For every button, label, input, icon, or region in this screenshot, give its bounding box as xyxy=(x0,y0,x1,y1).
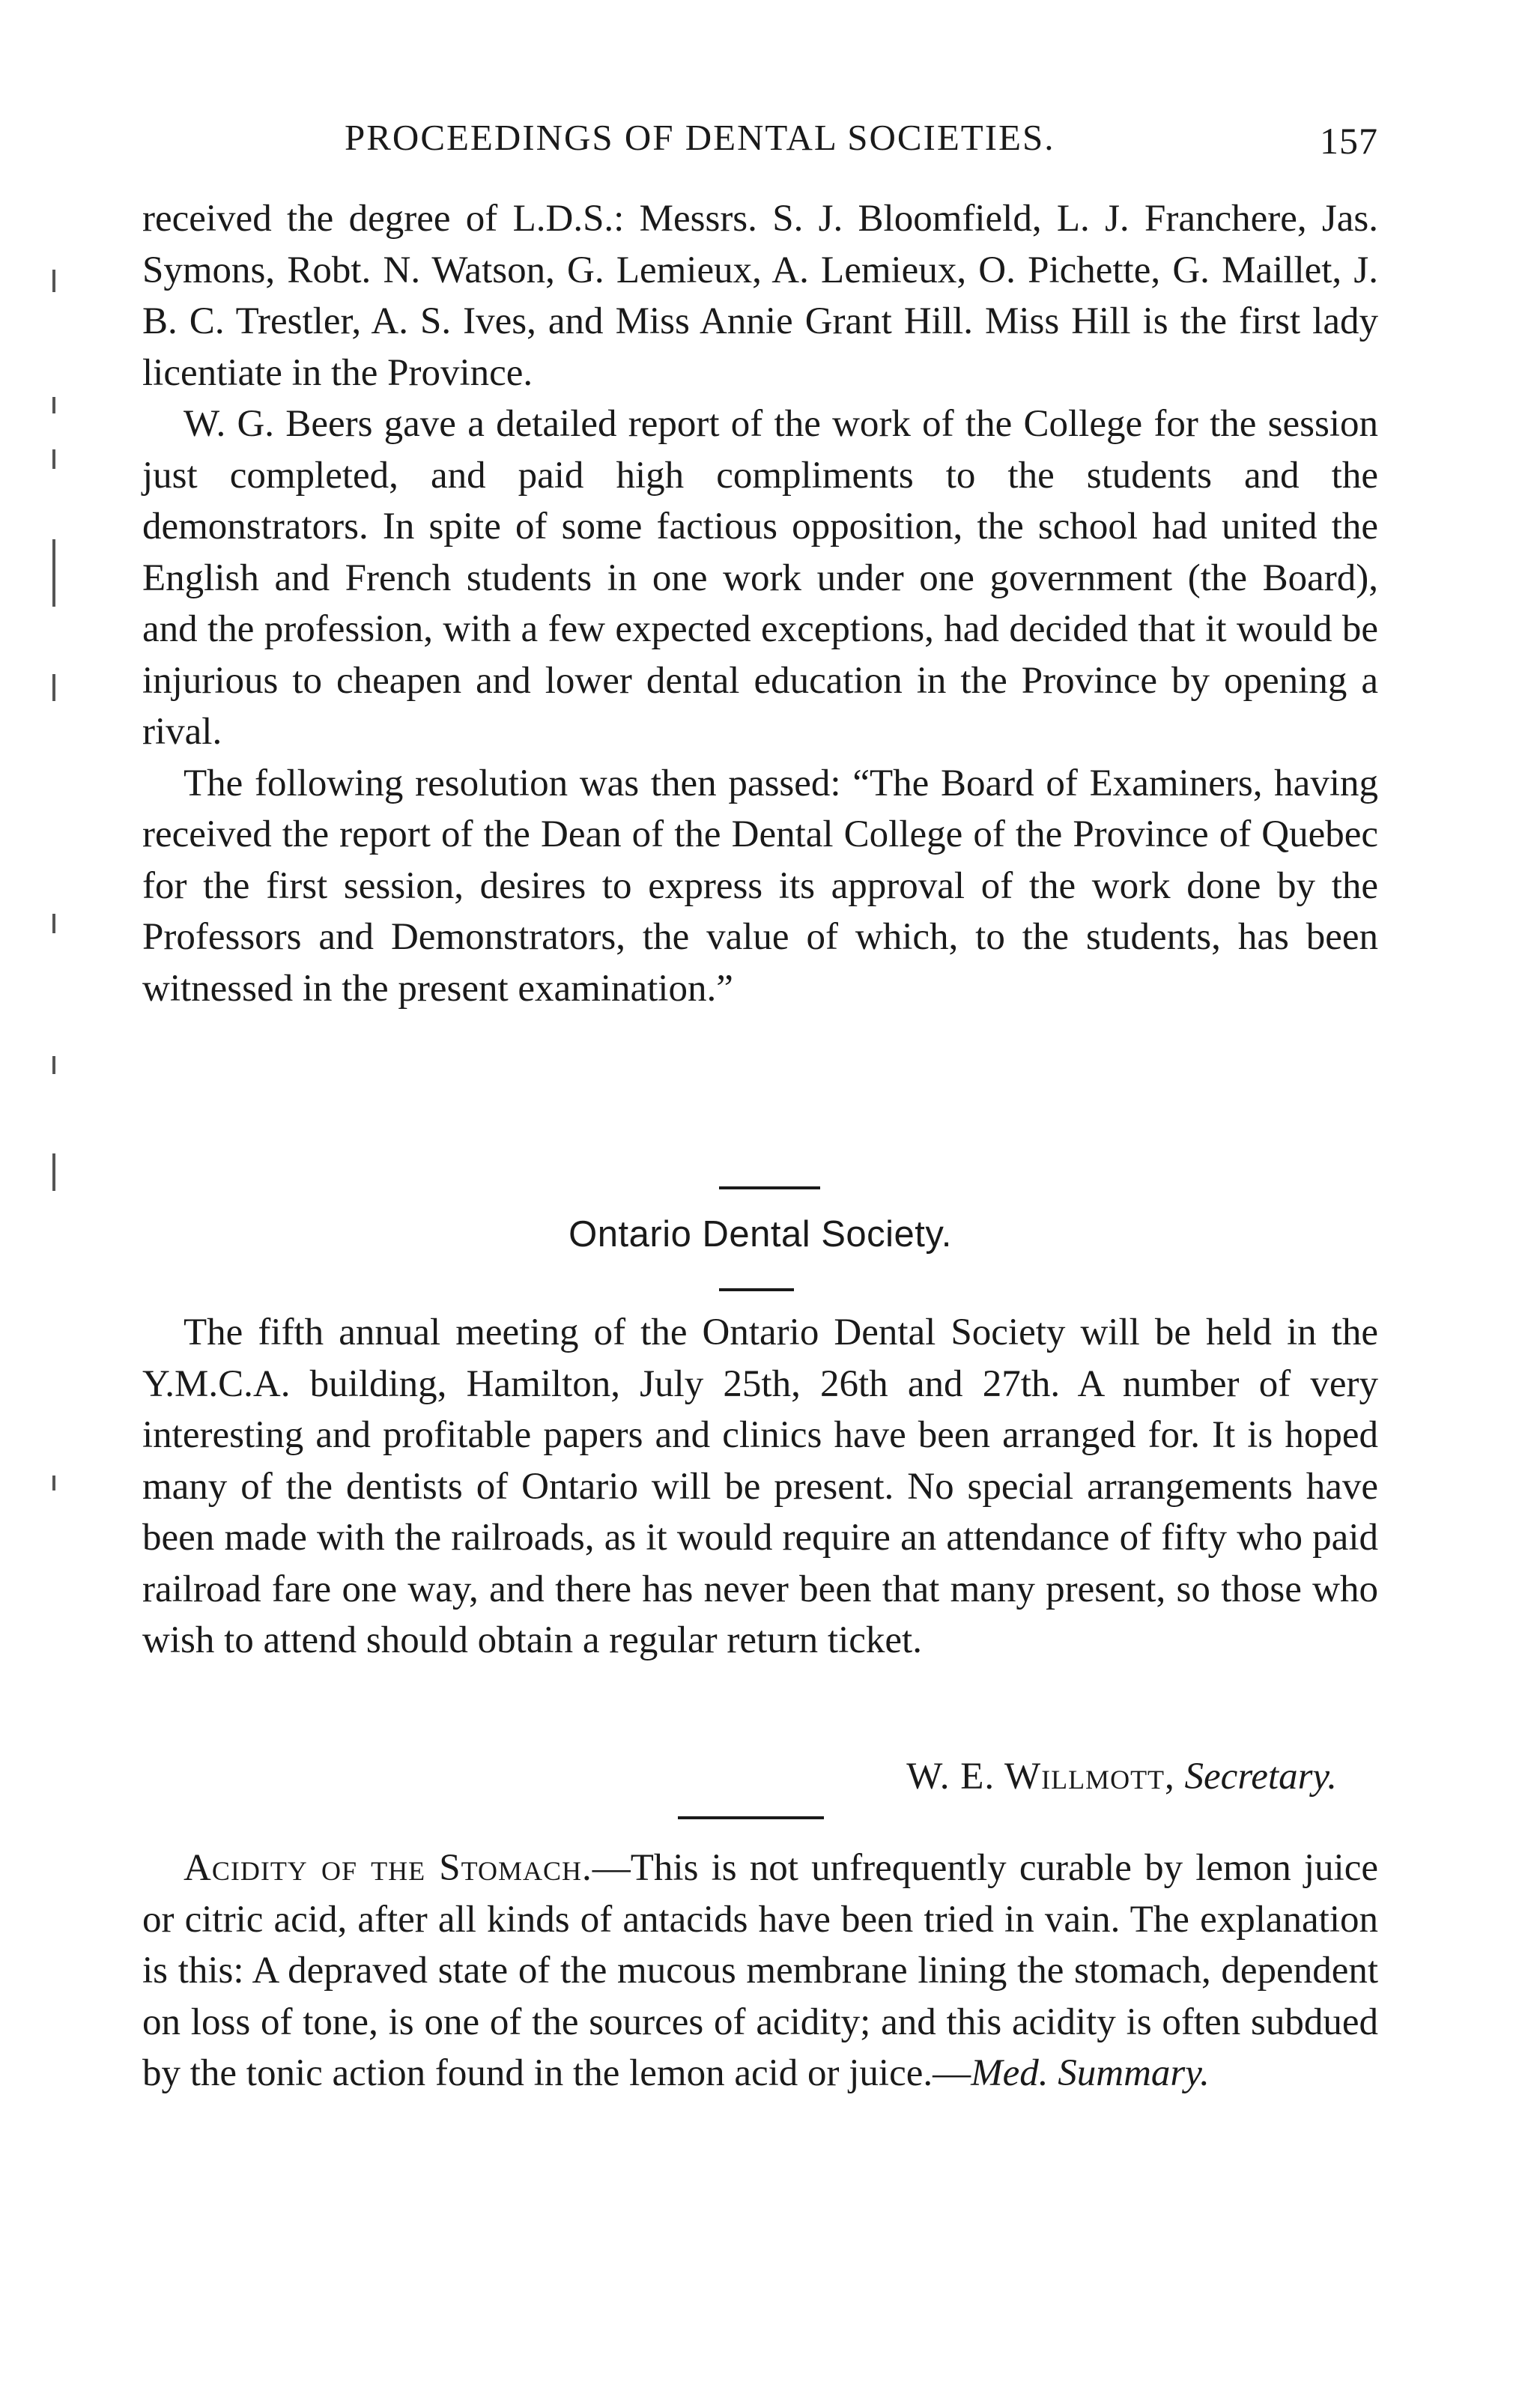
margin-mark xyxy=(52,1153,55,1191)
section-ontario-society xyxy=(142,1307,1378,1667)
heading-underline xyxy=(719,1288,794,1291)
margin-mark xyxy=(52,397,55,413)
section-acidity xyxy=(142,1843,1378,2099)
margin-mark xyxy=(52,1056,55,1074)
paragraph-annual-meeting: The fifth annual meeting of the Ontario Dental Society will be held in the Y.M.C.A. building, Hamilton, July 25th, 26th and 27th. A number of very interesting and profitable papers and clinics have been arranged for. It is hoped many of the dentists of Ontario will be present. No special arrangements have been made with the railroads, as it would require an attendance of fifty who paid railroad fare one way, and there has never been that many present, so those who wish to attend should obtain a regular return ticket. xyxy=(142,1311,1378,1661)
acidity-body: —This is not unfrequently curable by lemon juice or citric acid, after all kinds of antacids have been tried in vain. The explanation is this: A depraved state of the mucous membrane lining the stomach, dependent on loss of tone, is one of the sources of acidity; and this acidity is often subdued by the tonic action found in the lemon acid or juice.— xyxy=(142,1847,1378,2094)
signature xyxy=(142,1751,1378,1802)
signature-title: Secretary. xyxy=(1184,1756,1337,1798)
margin-mark xyxy=(52,914,55,933)
paragraph-acidity xyxy=(142,1843,1378,2099)
acidity-lead: Acidity of the Stomach. xyxy=(184,1847,592,1889)
section-divider xyxy=(678,1816,824,1819)
paragraph-resolution: The following resolution was then passed: “The Board of Examiners, having received the report of the Dean of the Dental College of the Province of Quebec for the first session, desires to express its approval of the work done by the Professors and Demonstrators, the value of which, to the students, has been witnessed in the present examination.” xyxy=(142,762,1378,1010)
paragraph-licentiates: received the degree of L.D.S.: Messrs. S. J. Bloomfield, L. J. Franchere, Jas. Symons, Robt. N. Watson, G. Lemieux, A. Lemieux, O. Pichette, G. Maillet, J. B. C. Trestler, A. S. Ives, and Miss Annie Grant Hill. Miss Hill is the first lady licentiate in the Province. xyxy=(142,198,1378,394)
margin-mark xyxy=(52,270,55,292)
margin-mark xyxy=(52,674,55,701)
acidity-source: Med. Summary. xyxy=(971,2052,1210,2094)
margin-mark xyxy=(52,449,55,469)
margin-mark xyxy=(52,1476,55,1490)
section-heading-ontario: Ontario Dental Society. xyxy=(568,1214,952,1255)
running-head xyxy=(142,116,1378,169)
paragraph-beers-report: W. G. Beers gave a detailed report of the work of the College for the session just completed, and paid high compliments to the students and the demonstrators. In spite of some factious opposition, the school had united the English and French students in one work under one government (the Board), and the profession, with a few expected exceptions, had decided that it would be injurious to cheapen and lower dental education in the Province by opening a rival. xyxy=(142,403,1378,753)
section-divider xyxy=(719,1186,820,1189)
running-title: PROCEEDINGS OF DENTAL SOCIETIES. xyxy=(345,117,1055,158)
signature-name: W. E. Willmott, xyxy=(906,1756,1175,1798)
margin-mark xyxy=(52,539,55,607)
section-quebec-board xyxy=(142,193,1378,1014)
page-number: 157 xyxy=(1320,120,1378,162)
margin-marks xyxy=(37,225,67,2097)
